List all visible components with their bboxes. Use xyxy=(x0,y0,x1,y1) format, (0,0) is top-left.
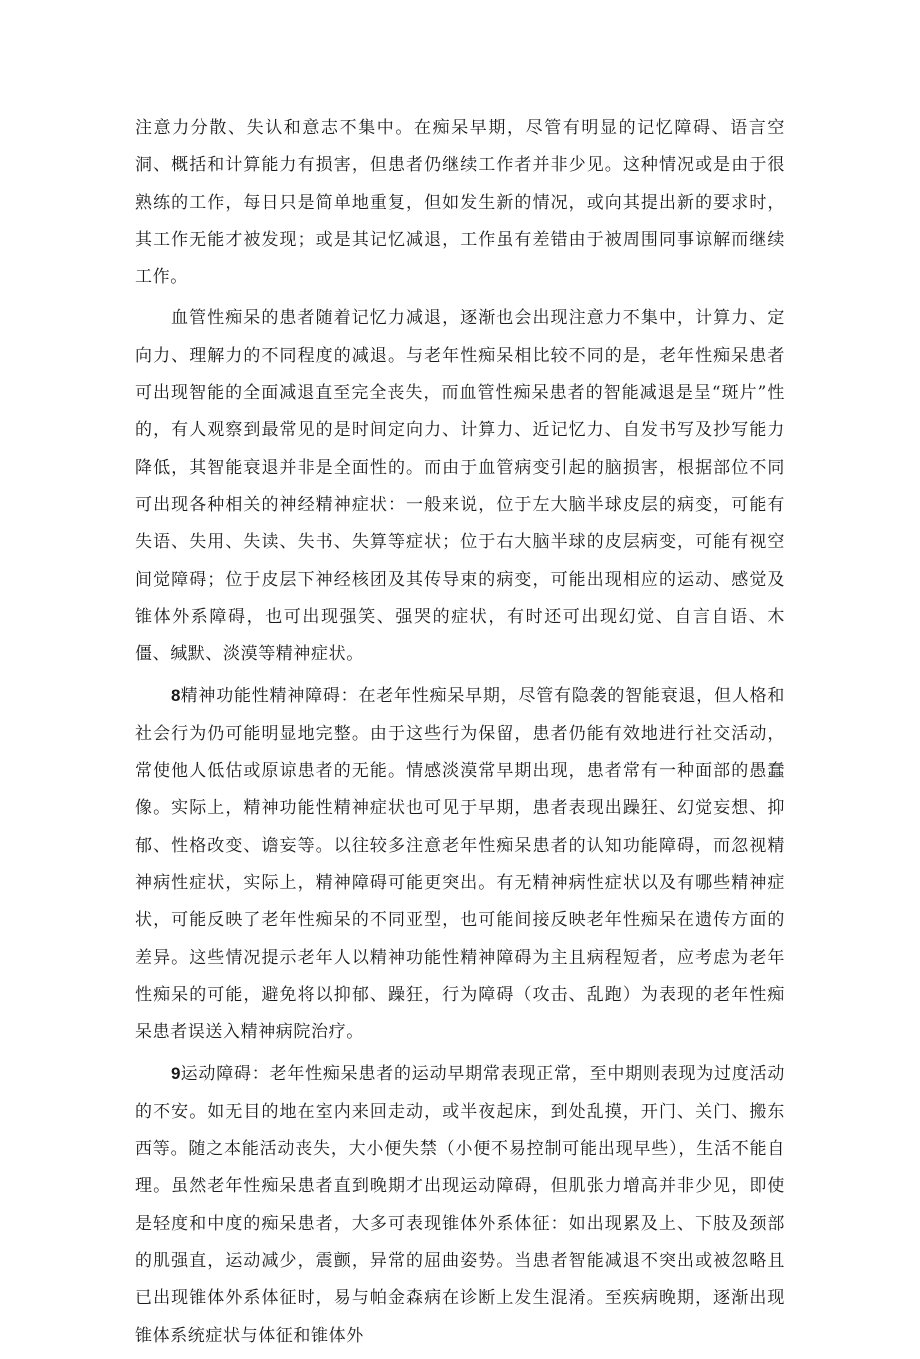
paragraph-text: 血管性痴呆的患者随着记忆力减退，逐渐也会出现注意力不集中，计算力、定向力、理解力的不同程度的减退。与老年性痴呆相比较不同的是，老年性痴呆患者可出现智能的全面减退直至完全丧失，而血管性痴呆患者的智能减退是呈“斑片”性的，有人观察到最常见的是时间定向力、计算力、近记忆力、自发书写及抄写能力降低，其智能衰退并非是全面性的。而由于血管病变引起的脑损害，根据部位不同可出现各种相关的神经精神症状：一般来说，位于左大脑半球皮层的病变，可能有失语、失用、失读、失书、失算等症状；位于右大脑半球的皮层病变，可能有视空间觉障碍；位于皮层下神经核团及其传导束的病变，可能出现相应的运动、感觉及锥体外系障碍，也可出现强笑、强哭的症状，有时还可出现幻觉、自言自语、木僵、缄默、淡漠等精神症状。 xyxy=(135,308,785,665)
paragraph-text: 注意力分散、失认和意志不集中。在痴呆早期，尽管有明显的记忆障碍、语言空洞、概括和计算能力有损害，但患者仍继续工作者并非少见。这种情况或是由于很熟练的工作，每日只是简单地重复，但如发生新的情况，或向其提出新的要求时，其工作无能才被发现；或是其记忆减退，工作虽有差错由于被周围同事谅解而继续工作。 xyxy=(135,118,785,288)
paragraph-vascular-dementia xyxy=(135,300,785,673)
paragraph-motor-disorders xyxy=(135,1055,785,1354)
paragraph-psychiatric-disorders xyxy=(135,677,785,1051)
section-number: 8 xyxy=(171,686,181,706)
paragraph-text: 运动障碍：老年性痴呆患者的运动早期常表现正常，至中期则表现为过度活动的不安。如无目的地在室内来回走动，或半夜起床，到处乱摸，开门、关门、搬东西等。随之本能活动丧失，大小便失禁（小便不易控制可能出现早些），生活不能自理。虽然老年性痴呆患者直到晚期才出现运动障碍，但肌张力增高并非少见，即使是轻度和中度的痴呆患者，大多可表现锥体外系体征：如出现累及上、下肢及颈部的肌强直，运动减少，震颤，异常的屈曲姿势。当患者智能减退不突出或被忽略且已出现锥体外系体征时，易与帕金森病在诊断上发生混淆。至疾病晚期，逐渐出现锥体系统症状与体征和锥体外 xyxy=(135,1064,785,1346)
paragraph-attention-deficits xyxy=(135,110,785,296)
document-body xyxy=(135,110,785,1359)
section-number: 9 xyxy=(171,1064,181,1084)
paragraph-text: 精神功能性精神障碍：在老年性痴呆早期，尽管有隐袭的智能衰退，但人格和社会行为仍可能明显地完整。由于这些行为保留，患者仍能有效地进行社交活动，常使他人低估或原谅患者的无能。情感淡漠常早期出现，患者常有一种面部的愚蠢像。实际上，精神功能性精神症状也可见于早期，患者表现出躁狂、幻觉妄想、抑郁、性格改变、谵妄等。以往较多注意老年性痴呆患者的认知功能障碍，而忽视精神病性症状，实际上，精神障碍可能更突出。有无精神病性症状以及有哪些精神症状，可能反映了老年性痴呆的不同亚型，也可能间接反映老年性痴呆在遗传方面的差异。这些情况提示老年人以精神功能性精神障碍为主且病程短者，应考虑为老年性痴呆的可能，避免将以抑郁、躁狂，行为障碍（攻击、乱跑）为表现的老年性痴呆患者误送入精神病院治疗。 xyxy=(135,686,785,1043)
